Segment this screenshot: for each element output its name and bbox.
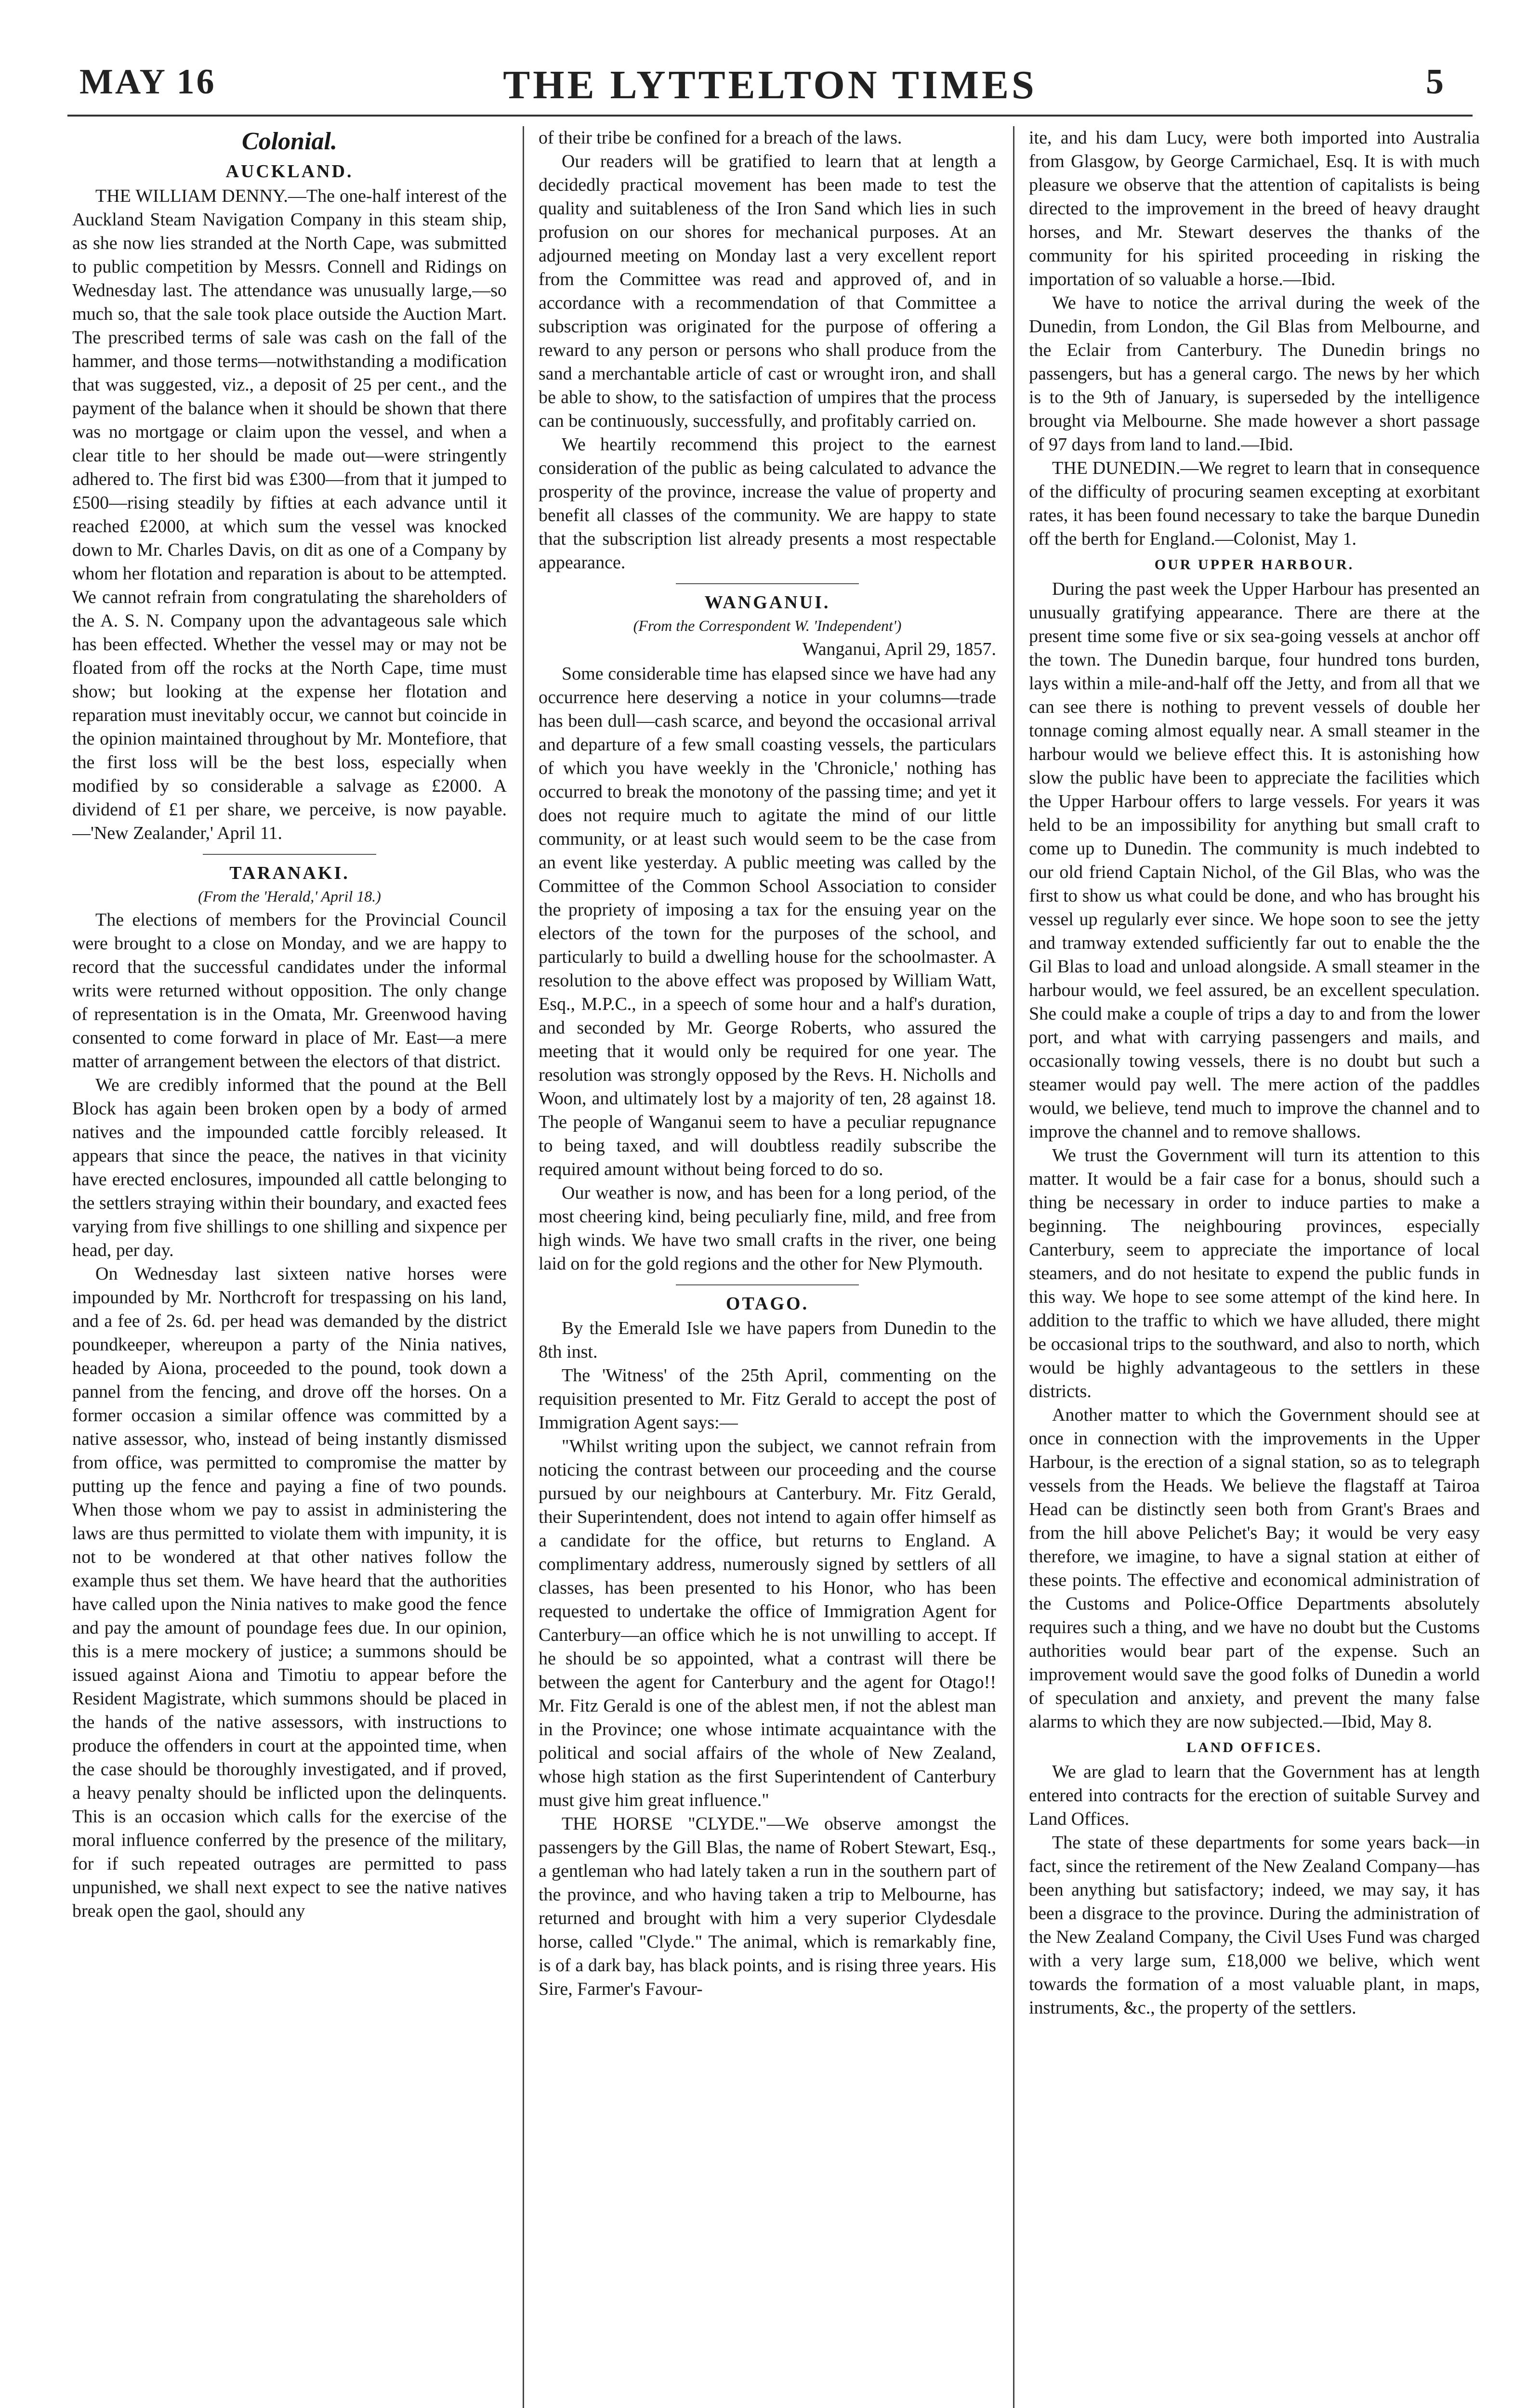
section-divider	[676, 583, 859, 584]
land-offices-heading: LAND OFFICES.	[1186, 1740, 1323, 1755]
article-paragraph: The elections of members for the Provincial Council were brought to a close on Monday, and we are happy to record that the successful candidates under the informal writs were returned without opposition. The only change of representation is in the Omata, Mr. Greenwood having consented to come forward in place of Mr. East—a mere matter of arrangement between the electors of that district.	[72, 910, 507, 1072]
article-source: (From the 'Herald,' April 18.)	[198, 888, 381, 905]
article-paragraph: We trust the Government will turn its attention to this matter. It would be a fair case for a bonus, should such a thing be necessary in order to induce parties to make a beginning. The neighbouring provinces, especially Canterbury, seem to appreciate the importance of local steamers, and do not hesitate to expend the public funds in this way. We hope to see some attempt of the kind here. In addition to the traffic to which we have alluded, there might be occasional trips to the southward, and also to north, which would be highly advantageous to the settlers in these districts.	[1029, 1145, 1480, 1401]
upper-harbour-heading: OUR UPPER HARBOUR.	[1154, 557, 1355, 573]
article-paragraph: By the Emerald Isle we have papers from Dunedin to the 8th inst.	[539, 1318, 996, 1362]
auckland-heading: AUCKLAND.	[225, 161, 354, 182]
column-3	[1029, 126, 1480, 2408]
article-paragraph: Another matter to which the Government should see at once in connection with the improvements in the Upper Harbour, is the erection of a signal station, so as to telegraph vessels from the Heads. We believe the flagstaff at Tairoa Head can be distinctly seen both from Grant's Braes and from the hill above Pelichet's Bay; it would be very easy therefore, we imagine, to have a signal station at either of these points. The effective and economical administration of the Customs and Police-Office Departments absolutely requires such a thing, and we have no doubt but the Customs authorities would bear part of the expense. Such an improvement would save the good folks of Dunedin a world of speculation and anxiety, and prevent the many false alarms to which they are now subjected.—Ibid, May 8.	[1029, 1405, 1480, 1732]
article-paragraph: We have to notice the arrival during the week of the Dunedin, from London, the Gil Blas from Melbourne, and the Eclair from Canterbury. The Dunedin brings no passengers, but has a general cargo. The news by her which is to the 9th of January, is superseded by the intelligence brought via Melbourne. She made however a short passage of 97 days from land to land.—Ibid.	[1029, 293, 1480, 455]
article-dateline: Wanganui, April 29, 1857.	[802, 639, 996, 659]
page-date: MAY 16	[79, 62, 216, 102]
header-rule	[67, 115, 1473, 117]
page-number: 5	[1426, 62, 1444, 102]
article-source: (From the Correspondent W. 'Independent')	[633, 617, 902, 634]
article-paragraph: THE WILLIAM DENNY.—The one-half interest of the Auckland Steam Navigation Company in this steam ship, as she now lies stranded at the North Cape, was submitted to public competition by Messrs. Connell and Ridings on Wednesday last. The attendance was unusually large,—so much so, that the sale took place outside the Auction Mart. The prescribed terms of sale was cash on the fall of the hammer, and those terms—notwithstanding a modification that was suggested, viz., a deposit of 25 per cent., and the payment of the balance when it should be shown that there was no mortgage or claim upon the vessel, and when a clear title to her should be made out—were stringently adhered to. The first bid was £300—from that it jumped to £500—rising steadily by fifties at each advance until it reached £2000, at which sum the vessel was knocked down to Mr. Charles Davis, on dit as one of a Company by whom her flotation and reparation is about to be attempted. We cannot refrain from congratulating the shareholders of the A. S. N. Company upon the advantageous sale which has been effected. Whether the vessel may or may not be floated from off the rocks at the North Cape, time must show; but looking at the expense her flotation and reparation must inevitably occur, we cannot but coincide in the opinion maintained throughout by Mr. Montefiore, that the first loss will be the best loss, especially when modified by so considerable a salvage as £2000. A dividend of £1 per share, we perceive, is now payable.—'New Zealander,' April 11.	[72, 186, 507, 843]
column-rule	[1013, 126, 1014, 2408]
article-paragraph: On Wednesday last sixteen native horses were impounded by Mr. Northcroft for trespassing on his land, and a fee of 2s. 6d. per head was demanded by the district poundkeeper, whereupon a party of the Ninia natives, headed by Aiona, proceeded to the pound, took down a pannel from the fencing, and drove off the horses. On a former occasion a similar offence was committed by a native assessor, who, instead of being instantly dismissed from office, was permitted to compromise the matter by putting up the fence and paying a fine of two pounds. When those whom we pay to assist in administering the laws are thus permitted to violate them with impunity, it is not to be wondered at that other natives follow the example thus set them. We have heard that the authorities have called upon the Ninia natives to make good the fence and pay the amount of poundage fees due. In our opinion, this is a mere mockery of justice; a summons should be issued against Aiona and Timotiu to appear before the Resident Magistrate, which summons should be placed in the hands of the native assessors, with instructions to produce the offenders in court at the appointed time, when the case should be thoroughly investigated, and if proved, a heavy penalty should be inflicted upon the delinquents. This is an occasion which calls for the exercise of the moral influence conferred by the presence of the military, for if such repeated outrages are permitted to pass unpunished, we shall next expect to see the native natives break open the gaol, should any	[72, 1264, 507, 1921]
otago-heading: OTAGO.	[725, 1294, 809, 1314]
article-paragraph: During the past week the Upper Harbour has presented an unusually gratifying appearance. There are there at the present time some five or six sea-going vessels at anchor off the town. The Dunedin barque, four hundred tons burden, lays within a mile-and-half off the Jetty, and from all that we can see there is nothing to prevent vessels of double her tonnage coming almost equally near. A small steamer in the harbour would we believe effect this. It is astonishing how slow the public have been to appreciate the facilities which the Upper Harbour offers to large vessels. For years it was held to be an impossibility for anything but small craft to come up to Dunedin. The community is much indebted to our old friend Captain Nichol, of the Gil Blas, who was the first to show us what could be done, and who has brought his vessel up regularly ever since. We hope soon to see the jetty and tramway extended sufficiently far out to enable the the Gil Blas to load and unload alongside. A small steamer in the harbour would, we feel assured, be an excellent speculation. She could make a couple of trips a day to and from the lower port, and what with carrying passengers and mails, and occasionally towing vessels, there is no doubt but such a steamer would pay well. The mere action of the paddles would, we believe, tend much to improve the channel and to improve the channel and to remove shallows.	[1029, 579, 1480, 1142]
article-paragraph: The state of these departments for some years back—in fact, since the retirement of the New Zealand Company—has been anything but satisfactory; indeed, we may say, it has been a disgrace to the province. During the administration of the New Zealand Company, the Civil Uses Fund was charged with a very large sum, £18,000 we belive, which went towards the formation of a most valuable plant, in maps, instruments, &c., the property of the settlers.	[1029, 1832, 1480, 2018]
article-paragraph: Our weather is now, and has been for a long period, of the most cheering kind, being peculiarly fine, mild, and free from high winds. We have two small crafts in the river, one being laid on for the gold regions and the other for New Plymouth.	[539, 1183, 996, 1274]
section-divider	[203, 854, 377, 855]
article-paragraph: THE DUNEDIN.—We regret to learn that in consequence of the difficulty of procuring seamen excepting at exorbitant rates, it has been found necessary to take the barque Dunedin off the berth for England.—Colonist, May 1.	[1029, 458, 1480, 549]
article-paragraph: of their tribe be confined for a breach of the laws.	[539, 128, 902, 148]
article-paragraph: "Whilst writing upon the subject, we cannot refrain from noticing the contrast between our proceeding and the course pursued by our neighbours at Canterbury. Mr. Fitz Gerald, their Superintendent, does not intend to again offer himself as a candidate for the office, but returns to England. A complimentary address, numerously signed by settlers of all classes, has been presented to his Honor, who has been requested to undertake the office of Immigration Agent for Canterbury—an office which he is not unwilling to accept. If he should be so appointed, what a contrast will there be between the agent for Canterbury and the agent for Otago!! Mr. Fitz Gerald is one of the ablest men, if not the ablest man in the Province; one whose intimate acquaintance with the political and social affairs of the whole of New Zealand, whose high station as the first Superintendent of Canterbury must give him great influence."	[539, 1436, 996, 1810]
article-paragraph: We are glad to learn that the Government has at length entered into contracts for the erection of suitable Survey and Land Offices.	[1029, 1762, 1480, 1829]
article-paragraph: ite, and his dam Lucy, were both imported into Australia from Glasgow, by George Carmichael, Esq. It is with much pleasure we observe that the attention of capitalists is being directed to the improvement in the breed of heavy draught horses, and Mr. Stewart deserves the thanks of the community for his spirited proceeding in risking the importation of so valuable a horse.—Ibid.	[1029, 128, 1480, 289]
wanganui-heading: WANGANUI.	[704, 592, 830, 613]
article-paragraph: We heartily recommend this project to the earnest consideration of the public as being calculated to advance the prosperity of the province, increase the value of property and benefit all classes of the community. We are happy to state that the subscription list already presents a most respectable appearance.	[539, 434, 996, 573]
section-heading-colonial: Colonial.	[242, 128, 337, 155]
masthead-title: THE LYTTELTON TIMES	[503, 63, 1037, 107]
column-1	[72, 126, 507, 2408]
article-paragraph: Our readers will be gratified to learn that at length a decidedly practical movement has been made to test the quality and suitableness of the Iron Sand which lies in such profusion on our shores for mechanical purposes. At an adjourned meeting on Monday last a very excellent report from the Committee was read and approved of, and in accordance with a recommendation of that Committee a subscription was originated for the purpose of offering a reward to any person or persons who shall produce from the sand a merchantable article of cast or wrought iron, and shall be able to show, to the satisfaction of umpires that the process can be continuously, successfully, and profitably carried on.	[539, 151, 996, 431]
taranaki-heading: TARANAKI.	[229, 863, 350, 883]
article-paragraph: THE HORSE "CLYDE."—We observe amongst the passengers by the Gill Blas, the name of Robert Stewart, Esq., a gentleman who had lately taken a run in the southern part of the province, and who having taken a trip to Melbourne, has returned and brought with him a very superior Clydesdale horse, called "Clyde." The animal, which is remarkably fine, is of a dark bay, has black points, and is rising three years. His Sire, Farmer's Favour-	[539, 1814, 996, 1999]
article-paragraph: The 'Witness' of the 25th April, commenting on the requisition presented to Mr. Fitz Gerald to accept the post of Immigration Agent says:—	[539, 1365, 996, 1433]
section-divider	[676, 1284, 859, 1285]
article-paragraph: Some considerable time has elapsed since we have had any occurrence here deserving a notice in your columns—trade has been dull—cash scarce, and beyond the occasional arrival and departure of a few small coasting vessels, the particulars of which you have weekly in the 'Chronicle,' nothing has occurred to break the monotony of the passing time; and yet it does not require much to agitate the mind of our little community, or at least such would seem to be the case from an event like yesterday. A public meeting was called by the Committee of the Common School Association to consider the propriety of imposing a tax for the ensuing year on the electors of the town for the purposes of the school, and particularly to build a dwelling house for the schoolmaster. A resolution to the above effect was proposed by William Watt, Esq., M.P.C., in a speech of some hour and a half's duration, and seconded by Mr. George Roberts, who assured the meeting that it would only be required for one year. The resolution was strongly opposed by the Revs. H. Nicholls and Woon, and ultimately lost by a majority of ten, 28 against 18. The people of Wanganui seem to have a peculiar repugnance to being taxed, and will doubtless readily subscribe the required amount without being forced to do so.	[539, 664, 996, 1179]
column-2	[539, 126, 996, 2408]
article-paragraph: We are credibly informed that the pound at the Bell Block has again been broken open by a body of armed natives and the impounded cattle forcibly released. It appears that since the peace, the natives in that vicinity have erected enclosures, impounded all cattle belonging to the settlers straying within their boundary, and exacted fees varying from five shillings to one shilling and sixpence per head, per day.	[72, 1075, 507, 1260]
column-rule	[523, 126, 524, 2408]
